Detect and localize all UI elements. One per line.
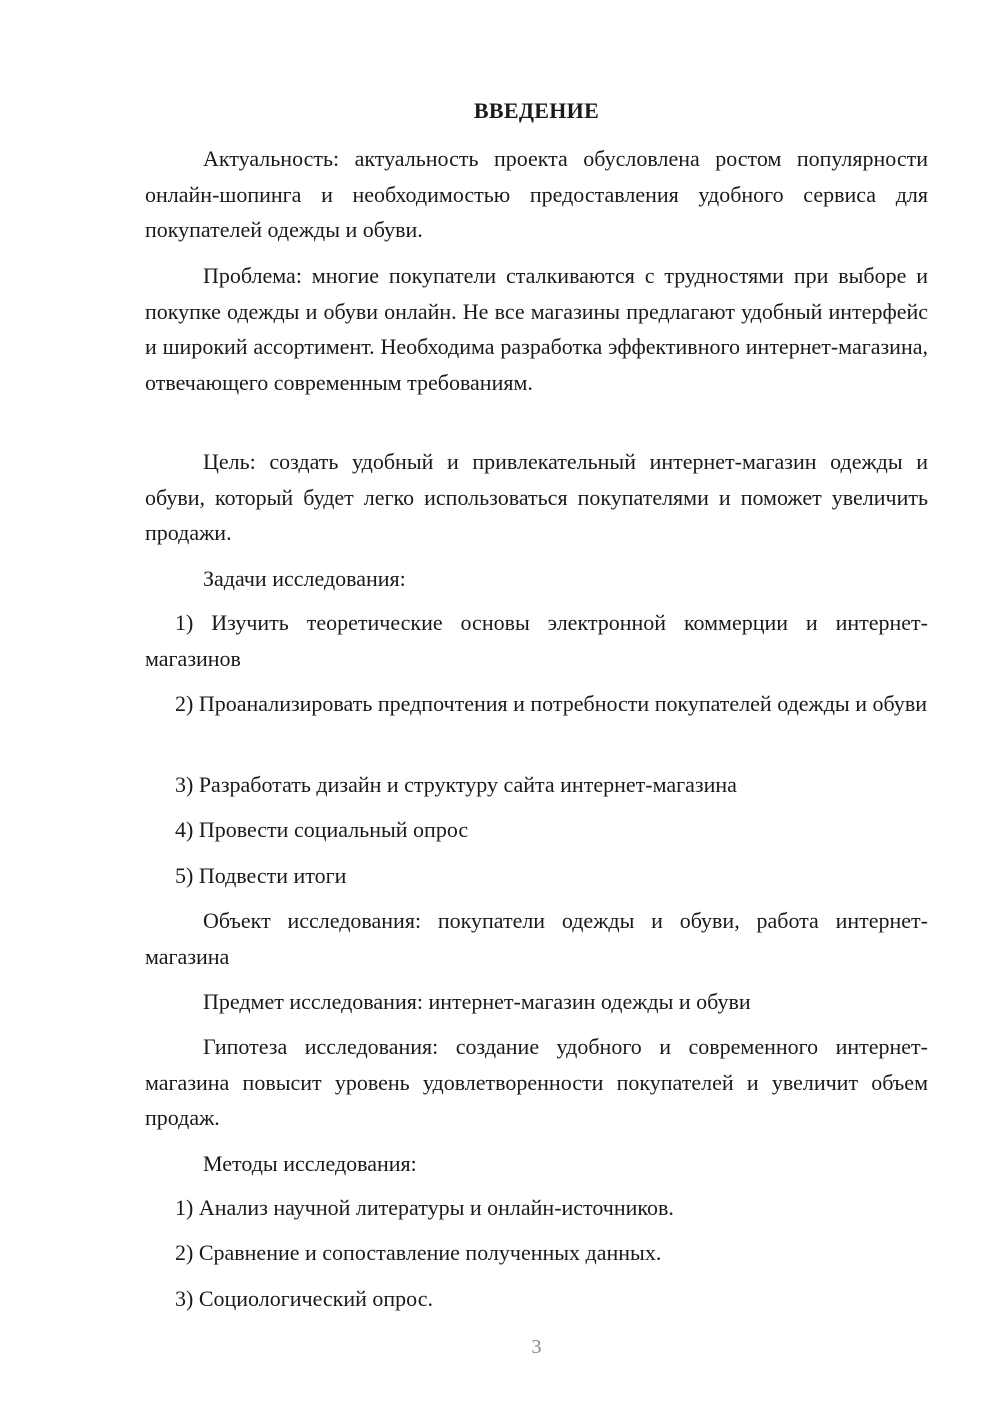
list-item-task-3: 3) Разработать дизайн и структуру сайта интернет-магазина [175, 772, 737, 797]
list-item-task-2: 2) Проанализировать предпочтения и потребности покупателей одежды и обуви [175, 691, 927, 716]
paragraph-methods-heading: Методы исследования: [203, 1151, 417, 1176]
section-title: ВВЕДЕНИЕ [473, 98, 600, 123]
list-item-task-4: 4) Провести социальный опрос [175, 817, 469, 842]
paragraph-object: Объект исследования: покупатели одежды и обуви, работа интернет-магазина [145, 908, 928, 969]
paragraph-relevance: Актуальность: актуальность проекта обусловлена ростом популярности онлайн-шопинга и необходимостью предоставления удобного сервиса для покупателей одежды и обуви. [145, 146, 928, 242]
page-number: 3 [531, 1336, 542, 1358]
paragraph-goal: Цель: создать удобный и привлекательный интернет-магазин одежды и обуви, который будет легко использоваться покупателями и поможет увеличить продажи. [145, 449, 928, 545]
paragraph-problem: Проблема: многие покупатели сталкиваются с трудностями при выборе и покупке одежды и обуви онлайн. Не все магазины предлагают удобный интерфейс и широкий ассортимент. Необходима разработка эффективного интернет-магазина, отвечающего современным требованиям. [145, 263, 928, 395]
list-item-method-2: 2) Сравнение и сопоставление полученных данных. [175, 1240, 662, 1265]
list-item-task-5: 5) Подвести итоги [175, 863, 347, 888]
list-item-method-1: 1) Анализ научной литературы и онлайн-источников. [175, 1195, 674, 1220]
list-item-method-3: 3) Социологический опрос. [175, 1286, 433, 1311]
paragraph-tasks-heading: Задачи исследования: [203, 566, 406, 591]
paragraph-subject: Предмет исследования: интернет-магазин одежды и обуви [203, 989, 751, 1014]
list-item-task-1: 1) Изучить теоретические основы электронной коммерции и интернет-магазинов [145, 610, 928, 671]
document-page [145, 0, 928, 1414]
paragraph-hypothesis: Гипотеза исследования: создание удобного и современного интернет-магазина повысит уровень удовлетворенности покупателей и увеличит объем продаж. [145, 1034, 928, 1130]
